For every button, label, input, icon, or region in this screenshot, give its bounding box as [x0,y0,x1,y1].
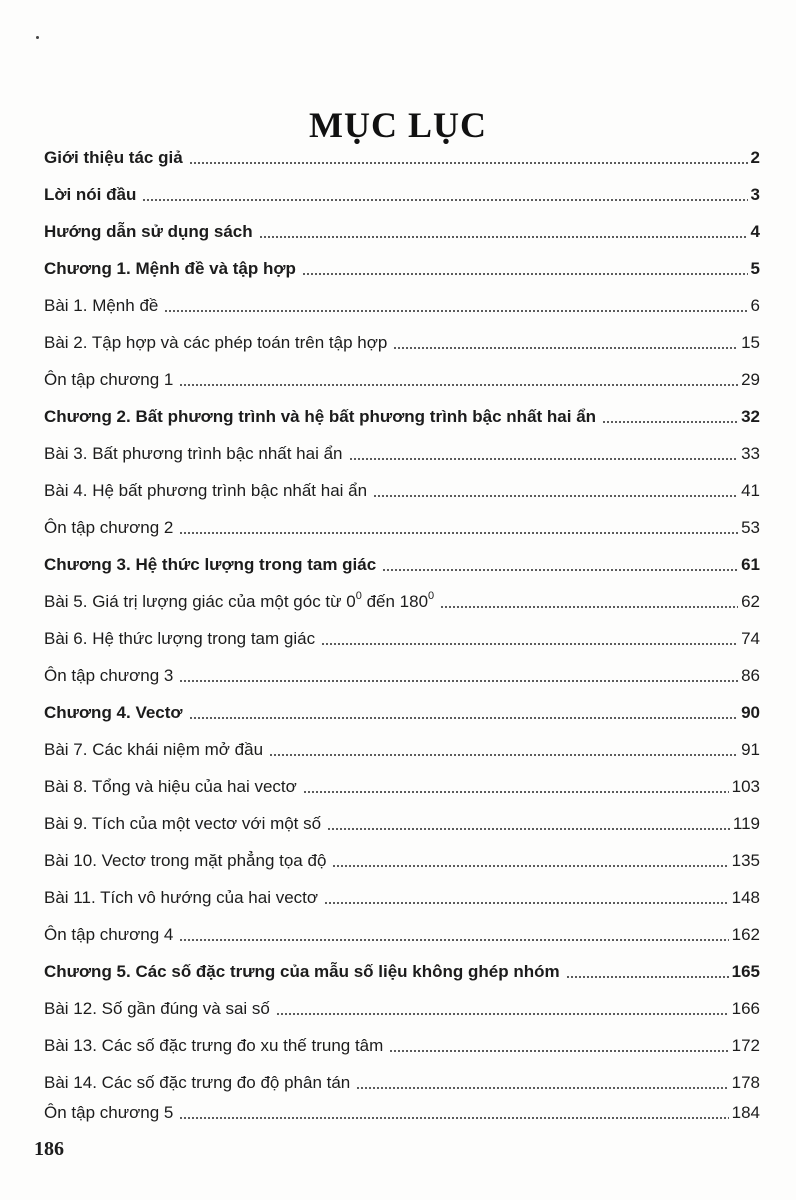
dot-leader [349,458,739,460]
dot-leader [189,162,748,164]
toc-entry [44,175,760,205]
toc-entry [44,434,760,464]
toc-entry-page: 15 [741,333,760,352]
dot-leader [302,273,748,275]
dot-leader [179,939,728,941]
toc-entry [44,878,760,908]
dot-leader [327,828,730,830]
page-title: MỤC LỤC [309,105,487,146]
toc-entry-page: 53 [741,518,760,537]
toc-entry-title: Bài 13. Các số đặc trưng đo xu thế trung tâm [44,1036,384,1055]
toc-entry [44,212,760,242]
toc-entry [44,915,760,945]
toc-entry-title: Chương 4. Vectơ [44,703,183,722]
toc-entry [44,582,760,612]
toc-entry [44,619,760,649]
toc-entry-title: Ôn tập chương 1 [44,370,174,389]
toc-entry-title: Giới thiệu tác giả [44,148,183,167]
degree-superscript: 0 [355,590,362,603]
page-number: 186 [34,1138,64,1160]
toc-entry [44,508,760,538]
toc-entry-title: Bài 3. Bất phương trình bậc nhất hai ẩn [44,444,343,463]
toc-entry [44,360,760,390]
dot-leader [332,865,728,867]
toc-entry-title: Chương 2. Bất phương trình và hệ bất phương trình bậc nhất hai ẩn [44,407,597,426]
dot-leader [189,717,739,719]
toc-entry [44,1063,760,1093]
toc-entry-title: Bài 9. Tích của một vectơ với một số [44,814,322,833]
toc-entry [44,323,760,353]
toc-entry [44,804,760,834]
dot-leader [321,643,738,645]
toc-entry-page: 91 [741,740,760,759]
toc-entry [44,989,760,1019]
dot-leader [179,532,738,534]
toc-entry-page: 3 [750,185,760,204]
dot-leader [602,421,738,423]
dot-leader [389,1050,728,1052]
dot-leader [382,569,738,571]
toc-entry-page: 62 [741,592,760,611]
toc-entry-page: 184 [731,1103,760,1122]
toc-entry-page: 148 [731,888,760,907]
toc-entry [44,545,760,575]
dot-leader [356,1087,728,1089]
toc-entry-page: 6 [750,296,760,315]
dot-leader [373,495,738,497]
toc-entry-page: 135 [731,851,760,870]
dot-leader [259,236,748,238]
degree-superscript: 0 [428,590,435,603]
toc-entry-title: Bài 4. Hệ bất phương trình bậc nhất hai ẩn [44,481,368,500]
toc-entry-page: 33 [741,444,760,463]
dot-leader [276,1013,729,1015]
toc-entry-title: Bài 10. Vectơ trong mặt phẳng tọa độ [44,851,327,870]
toc-entry [44,1026,760,1056]
toc-entry-title: Ôn tập chương 2 [44,518,174,537]
toc-entry [44,730,760,760]
toc-entry-page: 61 [741,555,760,574]
toc-entry [44,952,760,982]
toc-entry-page: 166 [731,999,760,1018]
toc-entry-title: Bài 1. Mệnh đề [44,296,159,315]
toc-entry-title: Bài 14. Các số đặc trưng đo độ phân tán [44,1073,351,1092]
toc-entry-page: 2 [750,148,760,167]
toc-entry-title: Bài 11. Tích vô hướng của hai vectơ [44,888,319,907]
dot-leader [179,1117,728,1119]
toc-entry-title: Lời nói đầu [44,185,137,204]
dot-leader [324,902,729,904]
toc-entry-title: Ôn tập chương 4 [44,925,174,944]
dot-leader [164,310,747,312]
toc-entry-page: 29 [741,370,760,389]
toc-entry-title: Chương 5. Các số đặc trưng của mẫu số liệu không ghép nhóm [44,962,560,981]
toc-entry-page: 86 [741,666,760,685]
toc-entry-page: 178 [731,1073,760,1092]
dot-leader [179,384,738,386]
toc-entry-page: 103 [731,777,760,796]
toc-entry [44,471,760,501]
toc-entry [44,656,760,686]
toc-entry-page: 172 [731,1036,760,1055]
toc-entry-page: 74 [741,629,760,648]
toc-entry [44,841,760,871]
dot-leader [303,791,729,793]
toc-entry-page: 90 [741,703,760,722]
toc-entry [44,767,760,797]
toc-entry-page: 32 [741,407,760,426]
toc-entry-title: Chương 3. Hệ thức lượng trong tam giác [44,555,377,574]
toc-entry-title: Bài 6. Hệ thức lượng trong tam giác [44,629,316,648]
toc-entry-title: Bài 5. Giá trị lượng giác của một góc từ $0^0$ đến $180^0$ [44,590,435,611]
toc-entry-page: 5 [750,259,760,278]
toc-entry-page: 4 [750,222,760,241]
toc-entry-title: Ôn tập chương 5 [44,1103,174,1122]
toc-entry-title: Bài 2. Tập hợp và các phép toán trên tập hợp [44,333,388,352]
toc-entry [44,397,760,427]
dot-leader [269,754,738,756]
dot-leader [179,680,738,682]
dot-leader [142,199,747,201]
toc-entry-title: Bài 12. Số gần đúng và sai số [44,999,270,1018]
dot-leader [440,606,738,608]
toc-entry-page: 162 [731,925,760,944]
toc-entry [44,1093,760,1123]
toc-entry-page: 165 [731,962,760,981]
dot-leader [566,976,729,978]
scan-speck [36,36,39,39]
toc-entry-page: 119 [732,814,760,833]
toc-entry-title: Bài 8. Tổng và hiệu của hai vectơ [44,777,297,796]
toc-entry [44,138,760,168]
toc-entry [44,286,760,316]
toc-entry-title: Ôn tập chương 3 [44,666,174,685]
toc-entry-title: Bài 7. Các khái niệm mở đầu [44,740,264,759]
toc-entry-page: 41 [741,481,760,500]
dot-leader [393,347,738,349]
toc-entry-title: Chương 1. Mệnh đề và tập hợp [44,259,296,278]
toc-entry-title: Hướng dẫn sử dụng sách [44,222,253,241]
toc-entry [44,693,760,723]
toc-entry [44,249,760,279]
